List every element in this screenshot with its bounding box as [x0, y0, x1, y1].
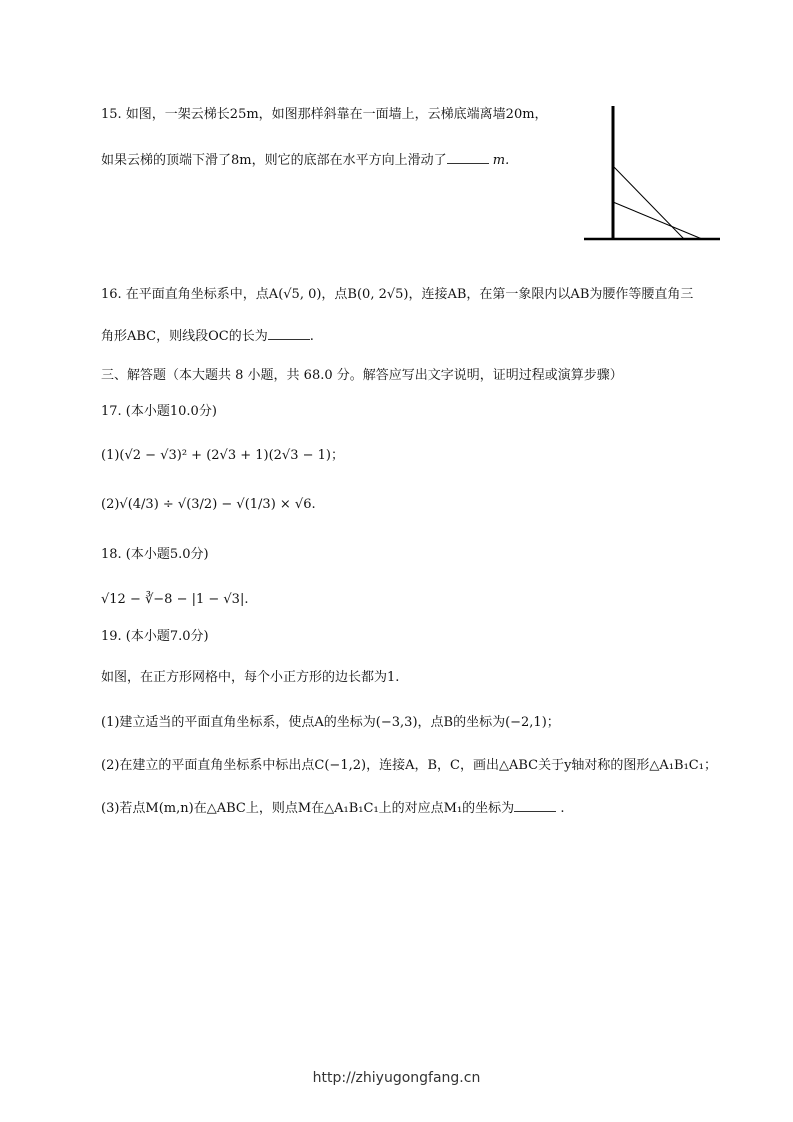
q15-line2-text: 如果云梯的顶端下滑了8m，则它的底部在水平方向上滑动了 — [101, 153, 447, 168]
q17-part1: (1)(√2 − √3)² + (2√3 + 1)(2√3 − 1)； — [101, 448, 344, 463]
q19-part2: (2)在建立的平面直角坐标系中标出点C(−1,2)，连接A，B，C，画出△ABC关于y轴对称的图形△A₁B₁C₁； — [101, 758, 717, 773]
q16-line2-end: . — [309, 329, 314, 344]
q18-expression: √12 − ∛−8 − |1 − √3|. — [101, 592, 249, 607]
q19-part1: (1)建立适当的平面直角坐标系，使点A的坐标为(−3,3)，点B的坐标为(−2,1)； — [101, 715, 560, 730]
q19-part3 — [101, 799, 564, 818]
ladder-wall-diagram — [580, 100, 725, 245]
ladder-initial — [613, 166, 684, 239]
q16-answer-blank — [268, 327, 310, 340]
q17-part2: (2)√(4/3) ÷ √(3/2) − √(1/3) × √6. — [101, 497, 316, 512]
q19-intro: 如图，在正方形网格中，每个小正方形的边长都为1. — [101, 670, 400, 685]
section-3-heading: 三、解答题（本大题共 8 小题，共 68.0 分。解答应写出文字说明，证明过程或演算步骤） — [101, 368, 623, 383]
ladder-slid — [613, 202, 702, 239]
q16-line2 — [101, 327, 314, 346]
q16-line2-text: 角形ABC，则线段OC的长为 — [101, 329, 268, 344]
q15-answer-blank — [447, 151, 489, 164]
q19-heading: 19. (本小题7.0分) — [101, 629, 209, 644]
q17-heading: 17. (本小题10.0分) — [101, 404, 217, 419]
footer-url: http://zhiyugongfang.cn — [312, 1070, 481, 1086]
q19-part3-end: . — [556, 801, 565, 816]
q16-line1: 16. 在平面直角坐标系中，点A(√5, 0)，点B(0, 2√5)，连接AB，在第一象限内以AB为腰作等腰直角三 — [101, 287, 694, 302]
q19-part3-text: (3)若点M(m,n)在△ABC上，则点M在△A₁B₁C₁上的对应点M₁的坐标为 — [101, 801, 515, 816]
q15-line2-unit: m. — [488, 153, 510, 168]
q19-answer-blank — [514, 799, 556, 812]
q18-heading: 18. (本小题5.0分) — [101, 547, 209, 562]
q15-line1: 15. 如图，一架云梯长25m，如图那样斜靠在一面墙上，云梯底端离墙20m， — [101, 107, 548, 122]
q15-line2 — [101, 151, 509, 170]
